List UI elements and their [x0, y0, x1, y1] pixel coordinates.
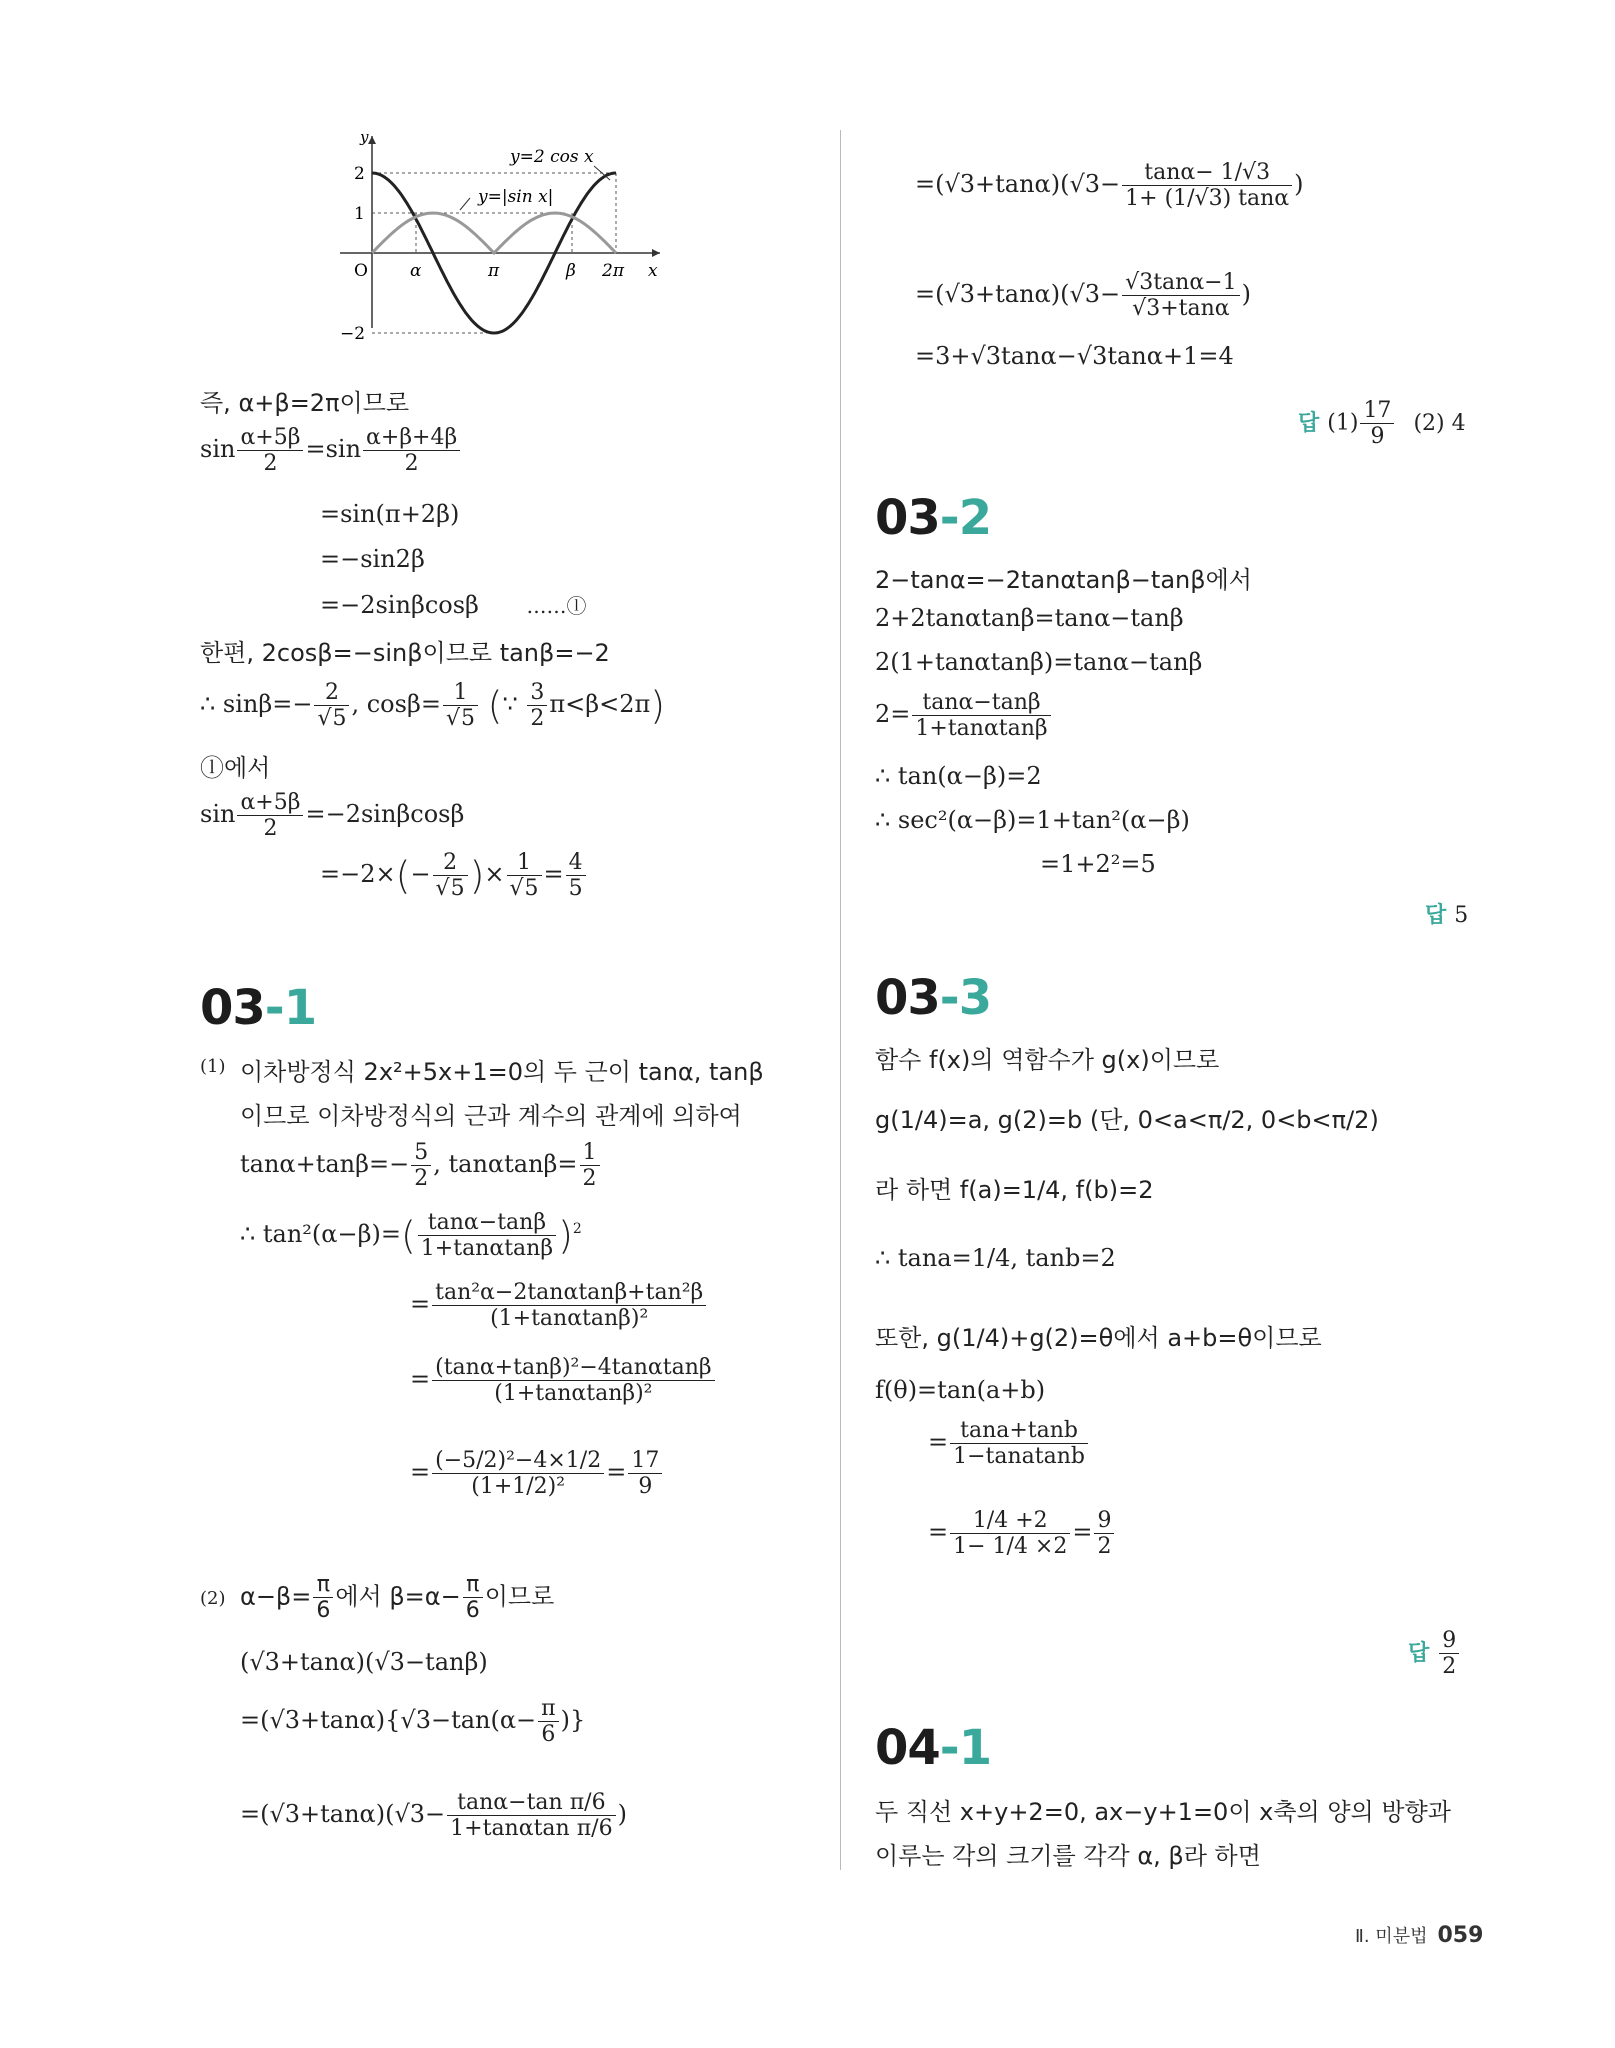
p2-l1-d2: 6: [465, 1598, 480, 1623]
r1-d: 1+ (1/√3) tanα: [1125, 186, 1290, 211]
s033-l4: ∴ tana=1/4, tanb=2: [875, 1244, 1116, 1272]
s032-l3: 2(1+tanαtanβ)=tanα−tanβ: [875, 648, 1203, 676]
l10-ad: 5: [450, 876, 465, 901]
p1-l3-d1: 2: [414, 1166, 429, 1191]
p2-l3-n: π: [538, 1696, 558, 1722]
s031-num: 1: [283, 980, 317, 1036]
s033-l7-n: tana+tanb: [950, 1418, 1088, 1444]
r2-n: √3tanα−1: [1122, 270, 1239, 296]
r2-pre: =(√3+tanα)(√3−: [915, 280, 1121, 308]
s032-l4-frac: [912, 690, 1050, 741]
x-axis-label: x: [648, 261, 658, 281]
s033-dash: -: [939, 970, 959, 1026]
origin-label: O: [354, 261, 368, 281]
p2-l4-n: tanα−tan π/6: [447, 1790, 615, 1816]
l2-n1: α+5β: [237, 425, 303, 451]
l10-frac-b: [507, 850, 542, 901]
r2: [915, 270, 1251, 321]
p2-l4-d: 1+tanαtan π/6: [450, 1816, 613, 1841]
s041-head: 04: [875, 1720, 940, 1776]
answer-tag: 답: [1298, 410, 1320, 436]
s033-ans-n: 9: [1439, 1628, 1459, 1654]
r2-d: √3+tanα: [1132, 296, 1230, 321]
p1-l6-d: (1+tanαtanβ)²: [494, 1381, 653, 1406]
r1: [915, 160, 1304, 211]
s033-l8-n: 1/4 +2: [950, 1508, 1070, 1534]
s033-l3: 라 하면 f(a)=1/4, f(b)=2: [875, 1176, 1154, 1204]
l9-pre: sin: [200, 800, 236, 828]
section-03-3-title: [875, 970, 991, 1026]
p2-l3-pre: =(√3+tanα){√3−tan(α−: [240, 1706, 537, 1734]
l10-bd-wrap: √5: [509, 876, 539, 901]
p2-l1-frac2: [463, 1572, 483, 1623]
p2-l1-n1: π: [313, 1572, 333, 1598]
s033-l7-d: 1−tanatanb: [953, 1444, 1085, 1469]
p1-l6-n: (tanα+tanβ)²−4tanαtanβ: [432, 1355, 715, 1381]
l10-an: 2: [433, 850, 468, 876]
footer-section: Ⅱ. 미분법: [1355, 1926, 1428, 1947]
l10-frac-a: [433, 850, 468, 901]
s033-l7-pre: =: [928, 1428, 949, 1456]
curve2-pointer: [460, 198, 470, 210]
s033-l8: [928, 1508, 1116, 1559]
p1-l4-po: (: [400, 1213, 416, 1258]
p2-l1: [240, 1572, 554, 1623]
s032-l4-pre: 2=: [875, 700, 911, 728]
l10-bd: 5: [524, 876, 539, 901]
l2-frac2: [363, 425, 460, 476]
l10-rd: 5: [568, 876, 583, 901]
p1-l7-n: (−5/2)²−4×1/2: [432, 1448, 604, 1474]
p1-l3-n2: 1: [580, 1140, 600, 1166]
answer-tag: 답: [1425, 903, 1447, 928]
p2-l1-n2: π: [463, 1572, 483, 1598]
l9-post: =−2sinβcosβ: [305, 800, 465, 828]
p1-l3-frac1: [411, 1140, 431, 1191]
p1-l7: = $\frac{\text{(−5/2)²−4×1/2}}{\text{(1+1/2)²}}$ = $\frac{17}{9}$: [410, 1448, 664, 1499]
p1-l7-rn: 17: [628, 1448, 662, 1474]
ans1-n: 17: [1360, 398, 1394, 424]
p1-l5-frac: [432, 1280, 706, 1331]
r2-post: ): [1241, 280, 1251, 308]
l10-pre: =−2×: [320, 860, 396, 888]
r1-n: tanα− 1/√3: [1122, 160, 1292, 186]
l2-d1: 2: [263, 451, 278, 476]
l7-frac2: [443, 680, 478, 731]
ans2: (2) 4: [1413, 410, 1466, 436]
s032-l2: 2+2tanαtanβ=tanα−tanβ: [875, 604, 1184, 632]
section-04-1-title: [875, 1720, 991, 1776]
s032-l5: ∴ tan(α−β)=2: [875, 762, 1042, 790]
y-axis-arrow: [368, 136, 376, 144]
l7-d1-wrap: √5: [317, 706, 347, 731]
l10-bn: 1: [507, 850, 542, 876]
s032-l4-d: 1+tanαtanβ: [915, 716, 1048, 741]
s033-ans-frac: [1439, 1628, 1459, 1679]
s033-l8-result: [1094, 1508, 1114, 1559]
y-tick-2: 2: [354, 164, 365, 184]
l7-d2-wrap: √5: [445, 706, 475, 731]
y-tick-1: 1: [354, 204, 365, 224]
l4: =−sin2β: [320, 545, 425, 573]
r3: =3+√3tanα−√3tanα+1=4: [915, 342, 1234, 370]
l6: 한편, 2cosβ=−sinβ이므로 tanβ=−2: [200, 639, 610, 667]
l7-mid: , cosβ=: [351, 690, 441, 718]
r1-frac: [1122, 160, 1292, 211]
l2-n2: α+β+4β: [363, 425, 460, 451]
l10-frac-r: [566, 850, 586, 901]
s033-l2: g(1/4)=a, g(2)=b (단, 0<a<π/2, 0<b<π/2): [875, 1106, 1379, 1134]
p1-l5-n: tan²α−2tanαtanβ+tan²β: [432, 1280, 706, 1306]
p1-l3-mid: , tanαtanβ=: [433, 1150, 578, 1178]
curve-abs-sinx: [372, 213, 616, 253]
s032-l4: [875, 690, 1053, 741]
page-footer: [1355, 1922, 1483, 1948]
l10-eq: =: [543, 860, 564, 888]
s033-l6: f(θ)=tan(a+b): [875, 1376, 1046, 1404]
s033-l8-rd: 2: [1097, 1534, 1112, 1559]
l7-cn: 3: [527, 680, 547, 706]
s041-l2: 이루는 각의 크기를 각각 α, β라 하면: [875, 1842, 1261, 1870]
answer-03-3: [1408, 1628, 1461, 1679]
l2-pre: sin: [200, 435, 236, 463]
section-03-1-title: [200, 980, 316, 1036]
p1-l1: 이차방정식 2x²+5x+1=0의 두 근이 tanα, tanβ: [240, 1058, 764, 1086]
s033-l7-frac: [950, 1418, 1088, 1469]
p2-l4-pre: =(√3+tanα)(√3−: [240, 1800, 446, 1828]
l7-d1: 5: [332, 706, 347, 731]
p1-l3-d2: 2: [582, 1166, 597, 1191]
p1-l4-frac: [418, 1210, 556, 1261]
l7-pre: ∴ sinβ=−: [200, 690, 313, 718]
l7: [200, 680, 665, 731]
p1-l4-pre: ∴ tan²(α−β)=: [240, 1220, 401, 1248]
p1-l3-frac2: [580, 1140, 600, 1191]
l5-mark: ……ⓛ: [526, 594, 587, 618]
p1-l5-d: (1+tanαtanβ)²: [490, 1306, 649, 1331]
l7-paren-open: (: [487, 683, 503, 728]
p2-l4-frac: [447, 1790, 615, 1841]
s033-l8-eq: =: [1072, 1518, 1093, 1546]
s032-head: 03: [875, 490, 940, 546]
section-03-2-title: [875, 490, 991, 546]
l1: 즉, α+β=2π이므로: [200, 389, 410, 417]
p2-l1-frac1: [313, 1572, 333, 1623]
p1-l7-rd: 9: [638, 1474, 653, 1499]
p2-l1-d1: 6: [316, 1598, 331, 1623]
p2-l3-post: )}: [560, 1706, 586, 1734]
s033-l8-d: 1− 1/4 ×2: [953, 1534, 1068, 1559]
l9-frac: [237, 790, 303, 841]
l7-cond-frac: [527, 680, 547, 731]
p1-l4-n: tanα−tanβ: [418, 1210, 556, 1236]
p1-l7-frac: [432, 1448, 604, 1499]
p1-l4-pc: ): [558, 1213, 573, 1258]
s041-dash: -: [939, 1720, 959, 1776]
s033-l8-frac: [950, 1508, 1070, 1559]
answer-03-1: [1298, 398, 1466, 449]
s032-l4-n: tanα−tanβ: [912, 690, 1050, 716]
s033-l5: 또한, g(1/4)+g(2)=θ에서 a+b=θ이므로: [875, 1324, 1322, 1352]
l9: [200, 790, 464, 841]
l10: =−2×(− $\frac{2}{√5}$ )× $\frac{1}{√5}$ = $\frac{4}{5}$: [320, 850, 588, 901]
x-tick-2pi: 2π: [602, 261, 624, 281]
l7-n1: 2: [314, 680, 349, 706]
l7-n2: 1: [443, 680, 478, 706]
l10-rn: 4: [566, 850, 586, 876]
ans1-frac: [1360, 398, 1394, 449]
s032-dash: -: [939, 490, 959, 546]
p1-l2: 이므로 이차방정식의 근과 계수의 관계에 의하여: [240, 1102, 742, 1130]
ans-value: 5: [1454, 903, 1469, 928]
p2-l1-mid: 에서 β=α−: [335, 1582, 461, 1611]
l2: [200, 425, 462, 476]
r2-frac: [1122, 270, 1239, 321]
ans1-d: 9: [1370, 424, 1385, 449]
ans1-label: (1): [1327, 410, 1359, 436]
p1-l3-pre: tanα+tanβ=−: [240, 1150, 410, 1178]
p1-l4: [240, 1210, 582, 1261]
p2-l3: [240, 1696, 585, 1747]
s032-l6: ∴ sec²(α−β)=1+tan²(α−β): [875, 806, 1190, 834]
p1-l6-frac: [432, 1355, 715, 1406]
s033-ans-d: 2: [1442, 1654, 1457, 1679]
p2-mark: (2): [200, 1588, 226, 1609]
trig-graph: [320, 128, 680, 348]
s032-l7: =1+2²=5: [1040, 850, 1156, 878]
s033-num: 3: [958, 970, 992, 1026]
l5: [320, 590, 587, 619]
p1-l7-result: [628, 1448, 662, 1499]
x-tick-pi: π: [488, 261, 500, 281]
x-tick-alpha: α: [410, 261, 422, 281]
p1-l4-sup: 2: [572, 1221, 582, 1237]
p2-l3-d: 6: [541, 1722, 556, 1747]
s041-num: 1: [958, 1720, 992, 1776]
l7-frac1: [314, 680, 349, 731]
l10-x: ×: [484, 860, 505, 888]
s033-l8-pre: =: [928, 1518, 949, 1546]
l9-n: α+5β: [237, 790, 303, 816]
l7-because: ∵: [502, 690, 518, 718]
l10-po: (: [395, 853, 411, 898]
s031-head: 03: [200, 980, 265, 1036]
curve2-label: y=|sin x|: [478, 187, 554, 207]
x-tick-beta: β: [566, 261, 576, 281]
p1-mark: (1): [200, 1056, 226, 1077]
p2-l3-frac: [538, 1696, 558, 1747]
l2-frac1: [237, 425, 303, 476]
l3: =sin(π+2β): [320, 500, 460, 528]
x-axis-arrow: [652, 249, 660, 257]
l10-ad-wrap: √5: [435, 876, 465, 901]
p2-l4-post: ): [617, 1800, 627, 1828]
l9-d: 2: [263, 816, 278, 841]
p2-l4: [240, 1790, 627, 1841]
s033-l8-rn: 9: [1094, 1508, 1114, 1534]
s033-head: 03: [875, 970, 940, 1026]
l2-d2: 2: [404, 451, 419, 476]
l7-d2: 5: [460, 706, 475, 731]
l7-cond-post: π<β<2π: [549, 690, 651, 718]
l10-pc: ): [469, 853, 485, 898]
s031-dash: -: [264, 980, 284, 1036]
r1-post: ): [1294, 170, 1304, 198]
curve1-label: y=2 cos x: [510, 147, 594, 167]
p2-l1-post: 이므로: [484, 1582, 555, 1611]
y-axis-label: y: [360, 128, 369, 146]
p1-l5: = $\frac{\text{tan²α−2tanαtanβ+tan²β}}{\text{(1+tanαtanβ)²}}$: [410, 1280, 708, 1331]
l2-mid: =sin: [305, 435, 362, 463]
r1-pre: =(√3+tanα)(√3−: [915, 170, 1121, 198]
p2-l2: (√3+tanα)(√3−tanβ): [240, 1648, 488, 1676]
s041-l1: 두 직선 x+y+2=0, ax−y+1=0이 x축의 양의 방향과: [875, 1798, 1451, 1826]
l5-expr: =−2sinβcosβ: [320, 591, 479, 619]
column-divider: [840, 130, 841, 1870]
p1-l6: = $\frac{\text{(tanα+tanβ)²−4tanαtanβ}}{\text{(1+tanαtanβ)²}}$: [410, 1355, 717, 1406]
answer-03-2: [1425, 898, 1468, 929]
page-number: 059: [1437, 1923, 1484, 1948]
answer-tag: 답: [1408, 1640, 1430, 1666]
p2-l1-pre: α−β=: [240, 1582, 312, 1611]
y-tick-neg2: −2: [340, 324, 366, 344]
p1-l4-d: 1+tanαtanβ: [420, 1236, 554, 1261]
l7-paren-close: ): [650, 683, 666, 728]
s033-l1: 함수 f(x)의 역함수가 g(x)이므로: [875, 1046, 1220, 1074]
p1-l7-d: (1+1/2)²: [471, 1474, 566, 1499]
s033-l7: [928, 1418, 1090, 1469]
l7-cd: 2: [530, 706, 545, 731]
l8: ⓛ에서: [200, 754, 271, 782]
s032-l1: 2−tanα=−2tanαtanβ−tanβ에서: [875, 566, 1252, 594]
s032-num: 2: [958, 490, 992, 546]
p1-l3-n1: 5: [411, 1140, 431, 1166]
p1-l3: [240, 1140, 602, 1191]
